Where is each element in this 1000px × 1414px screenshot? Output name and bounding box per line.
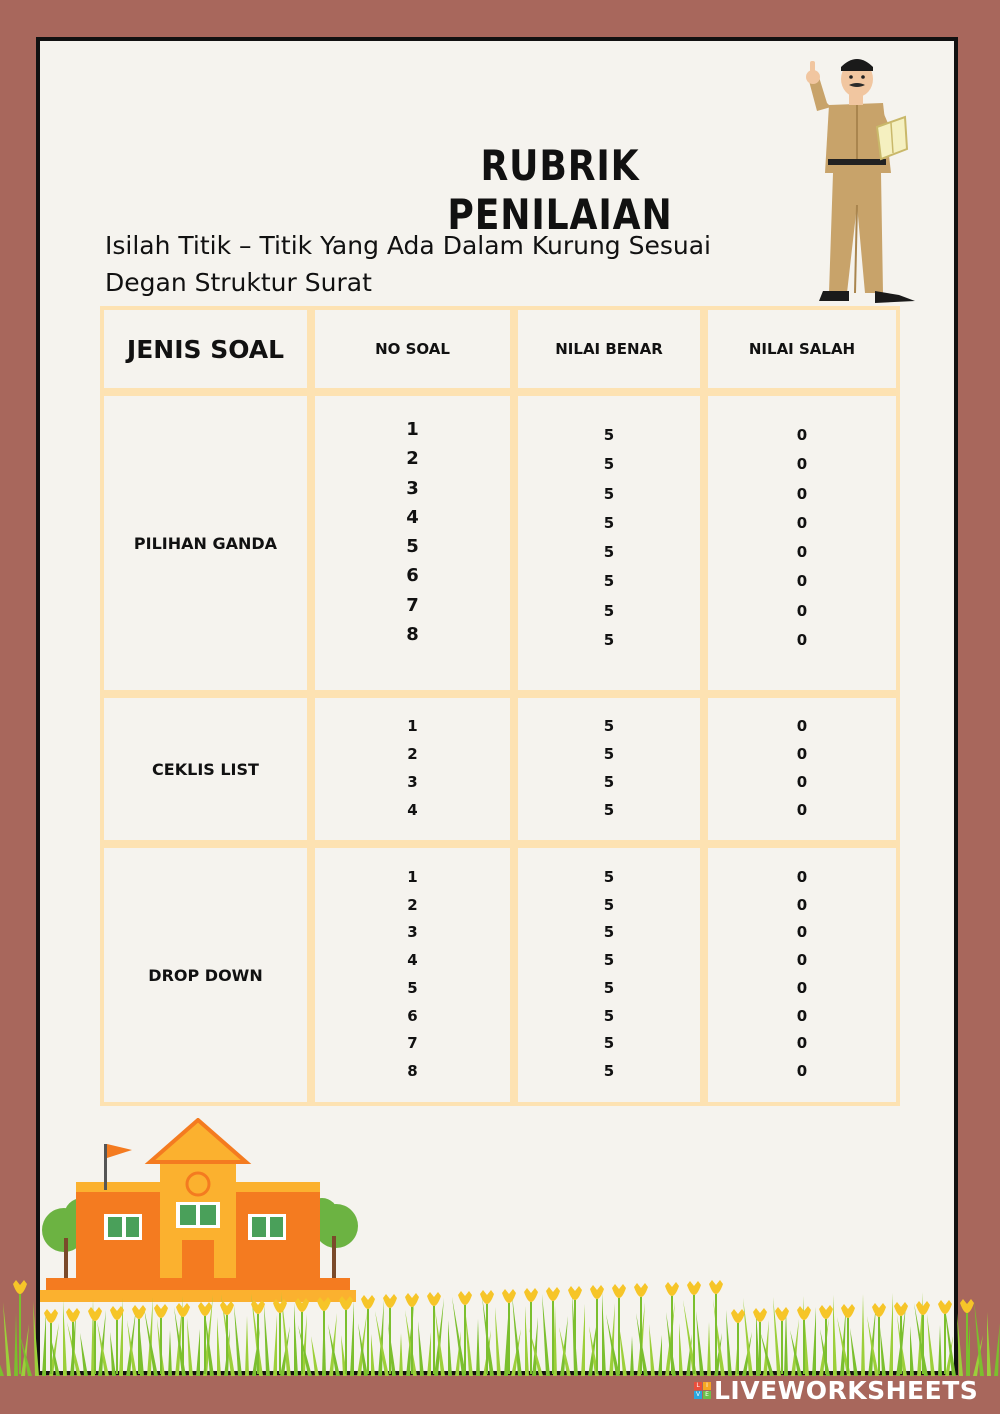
correct-score: 5	[603, 772, 615, 791]
question-number: 2	[407, 895, 418, 914]
teacher-illustration	[795, 55, 925, 310]
wrong-score: 0	[796, 572, 808, 591]
wrong-score: 0	[796, 1061, 808, 1080]
header-no-soal: NO SOAL	[311, 306, 514, 392]
header-nilai-benar: NILAI BENAR	[514, 306, 704, 392]
wrong-score: 0	[796, 543, 808, 561]
instruction-line-1: Isilah Titik – Titik Yang Ada Dalam Kurung Sesuai	[105, 231, 711, 260]
wrong-score: 0	[796, 513, 808, 532]
wrong-score: 0	[796, 895, 808, 914]
wrong-score: 0	[796, 455, 808, 474]
correct-score: 5	[603, 513, 615, 532]
correct-score: 5	[603, 1006, 615, 1025]
question-number: 6	[406, 565, 419, 587]
question-number: 5	[406, 536, 419, 557]
correct-score: 5	[603, 923, 615, 942]
liveworksheets-logo	[694, 1376, 978, 1404]
wrong-score: 0	[796, 800, 808, 819]
question-number: 4	[406, 506, 419, 528]
question-number: 3	[406, 477, 419, 499]
wrong-score: 0	[796, 772, 808, 791]
wrong-score: 0	[796, 717, 808, 736]
question-number: 5	[407, 978, 418, 997]
wrong-score: 0	[796, 868, 808, 887]
correct-score: 5	[603, 1061, 615, 1080]
correct-score: 5	[603, 572, 615, 591]
wrong-score: 0	[796, 978, 808, 997]
correct-score: 5	[603, 868, 615, 887]
wrong-score: 0	[796, 951, 808, 970]
group-pilihan-ganda-label: PILIHAN GANDA	[100, 392, 311, 694]
correct-score: 5	[603, 455, 615, 474]
wrong-score: 0	[796, 1034, 808, 1053]
question-number: 3	[407, 772, 418, 791]
page-title: RUBRIK PENILAIAN	[447, 141, 673, 239]
wrong-score: 0	[796, 484, 808, 503]
header-jenis-soal: JENIS SOAL	[100, 306, 311, 392]
instruction-line-2: Degan Struktur Surat	[105, 268, 372, 297]
question-number: 8	[406, 623, 419, 645]
instruction-text	[105, 227, 773, 301]
correct-score: 5	[603, 1034, 615, 1053]
question-number: 1	[407, 868, 418, 887]
question-number: 2	[407, 745, 418, 764]
question-number: 3	[407, 923, 418, 942]
correct-score: 5	[603, 800, 615, 819]
question-number: 1	[407, 717, 418, 736]
question-number: 6	[407, 1006, 418, 1025]
correct-score: 5	[603, 630, 615, 649]
tulip-grass-illustration	[0, 1262, 1000, 1376]
question-number: 7	[407, 1034, 418, 1053]
question-number: 7	[406, 594, 419, 616]
correct-score: 5	[603, 745, 615, 764]
correct-score: 5	[603, 426, 615, 444]
correct-score: 5	[603, 543, 615, 561]
logo-blocks-icon: L I V E	[694, 1382, 711, 1399]
wrong-score: 0	[796, 630, 808, 649]
group-drop-down-label: DROP DOWN	[100, 844, 311, 1106]
question-number: 4	[407, 800, 418, 819]
wrong-score: 0	[796, 923, 808, 942]
question-number: 1	[406, 419, 419, 440]
correct-score: 5	[603, 717, 615, 736]
wrong-score: 0	[796, 1006, 808, 1025]
header-nilai-salah: NILAI SALAH	[704, 306, 900, 392]
wrong-score: 0	[796, 745, 808, 764]
correct-score: 5	[603, 484, 615, 503]
question-number: 2	[406, 448, 419, 470]
wrong-score: 0	[796, 601, 808, 620]
group-ceklis-list-label: CEKLIS LIST	[100, 694, 311, 844]
correct-score: 5	[603, 951, 615, 970]
question-number: 4	[407, 951, 418, 970]
correct-score: 5	[603, 601, 615, 620]
logo-text: LIVEWORKSHEETS	[714, 1375, 979, 1405]
question-number: 8	[407, 1061, 418, 1080]
correct-score: 5	[603, 978, 615, 997]
wrong-score: 0	[796, 426, 808, 444]
rubric-table	[100, 306, 900, 1106]
correct-score: 5	[603, 895, 615, 914]
